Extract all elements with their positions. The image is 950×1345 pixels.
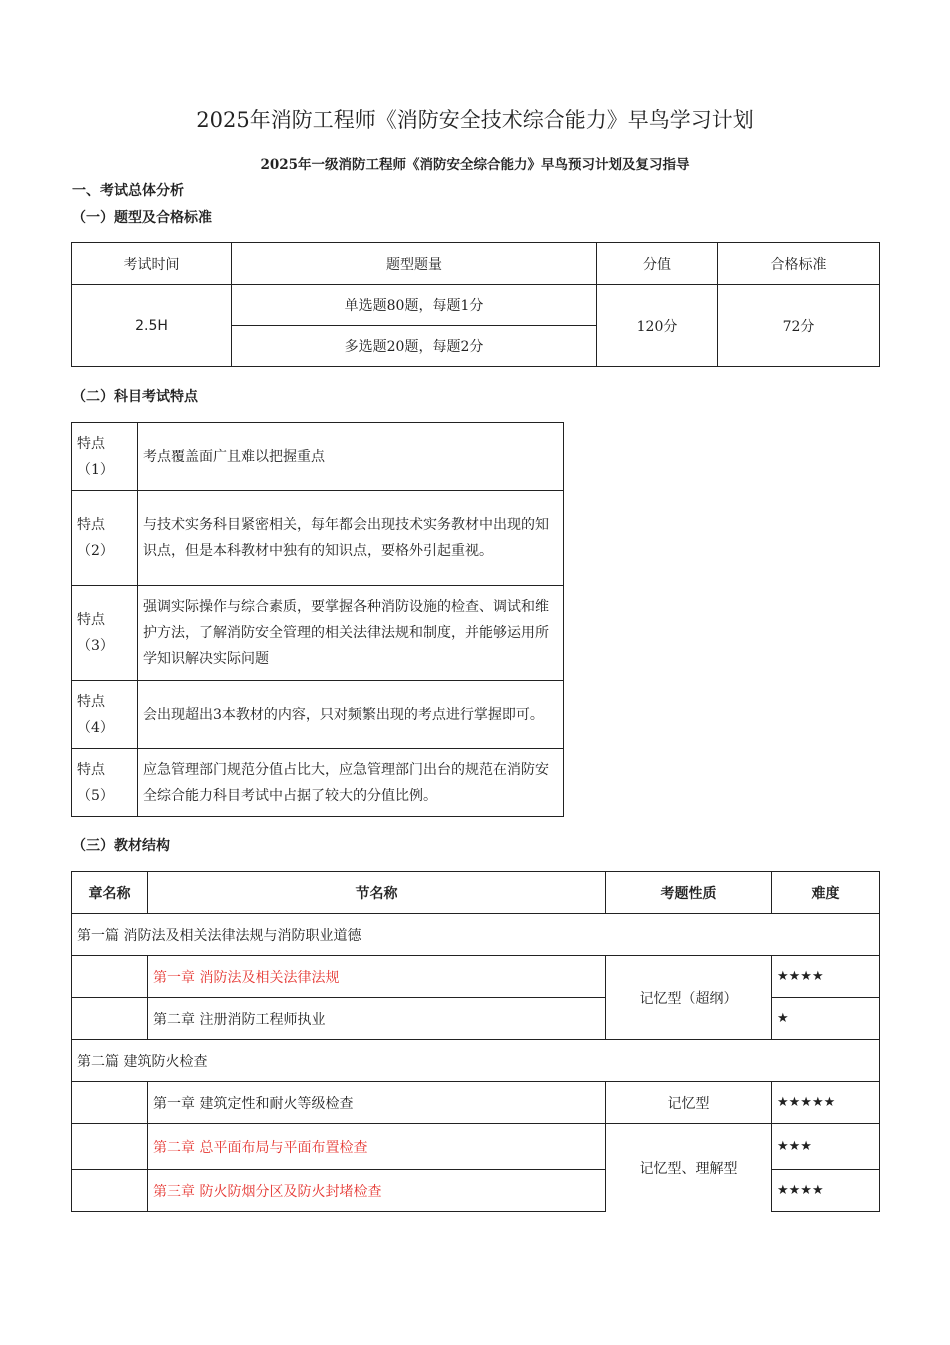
feature-text: 考点覆盖面广且难以把握重点 <box>138 423 564 491</box>
chapter-cell <box>72 1124 148 1170</box>
single-choice-type: 单选题80题，每题1分 <box>232 285 597 326</box>
section-heading-1: 一、考试总体分析 <box>72 183 184 199</box>
header-nature: 考题性质 <box>606 872 772 914</box>
header-question-types: 题型题量 <box>232 243 597 285</box>
chapter-cell <box>72 956 148 998</box>
header-section: 节名称 <box>148 872 606 914</box>
exam-time-value: 2.5H <box>72 285 232 367</box>
features-table <box>71 422 564 817</box>
page-title: 2025年消防工程师《消防安全技术综合能力》早鸟学习计划 <box>196 108 754 132</box>
section-name: 第二章 总平面布局与平面布置检查 <box>148 1124 606 1170</box>
feature-text: 会出现超出3本教材的内容，只对频繁出现的考点进行掌握即可。 <box>138 681 564 749</box>
feature-label: 特点（4） <box>72 681 138 749</box>
header-exam-time: 考试时间 <box>72 243 232 285</box>
exam-format-table <box>71 242 880 367</box>
difficulty-stars: ★★★★★ <box>772 1082 880 1124</box>
difficulty-stars: ★★★ <box>772 1124 880 1170</box>
score-value: 120分 <box>597 285 718 367</box>
chapter-cell <box>72 998 148 1040</box>
part-title: 第二篇 建筑防火检查 <box>72 1040 880 1082</box>
difficulty-stars: ★ <box>772 998 880 1040</box>
header-score: 分值 <box>597 243 718 285</box>
section-heading-1-1: （一）题型及合格标准 <box>72 210 212 226</box>
chapter-cell <box>72 1170 148 1212</box>
feature-text: 应急管理部门规范分值占比大，应急管理部门出台的规范在消防安全综合能力科目考试中占据了较大的分值比例。 <box>138 749 564 817</box>
feature-label: 特点（5） <box>72 749 138 817</box>
feature-text: 与技术实务科目紧密相关，每年都会出现技术实务教材中出现的知识点，但是本科教材中独有的知识点，要格外引起重视。 <box>138 491 564 586</box>
section-name: 第一章 消防法及相关法律法规 <box>148 956 606 998</box>
difficulty-stars: ★★★★ <box>772 956 880 998</box>
section-heading-1-2: （二）科目考试特点 <box>72 389 198 405</box>
header-chapter: 章名称 <box>72 872 148 914</box>
pass-value: 72分 <box>718 285 880 367</box>
header-pass-standard: 合格标准 <box>718 243 880 285</box>
section-name: 第三章 防火防烟分区及防火封堵检查 <box>148 1170 606 1212</box>
feature-label: 特点（2） <box>72 491 138 586</box>
chapter-cell <box>72 1082 148 1124</box>
question-nature: 记忆型 <box>606 1082 772 1124</box>
textbook-structure-table <box>71 871 880 1212</box>
section-heading-1-3: （三）教材结构 <box>72 838 170 854</box>
feature-label: 特点（3） <box>72 586 138 681</box>
section-name: 第一章 建筑定性和耐火等级检查 <box>148 1082 606 1124</box>
question-nature: 记忆型、理解型 <box>606 1124 772 1212</box>
difficulty-stars: ★★★★ <box>772 1170 880 1212</box>
question-nature: 记忆型（超纲） <box>606 956 772 1040</box>
section-name: 第二章 注册消防工程师执业 <box>148 998 606 1040</box>
part-title: 第一篇 消防法及相关法律法规与消防职业道德 <box>72 914 880 956</box>
feature-text: 强调实际操作与综合素质，要掌握各种消防设施的检查、调试和维护方法，了解消防安全管理的相关法律法规和制度，并能够运用所学知识解决实际问题 <box>138 586 564 681</box>
feature-label: 特点（1） <box>72 423 138 491</box>
page-subtitle: 2025年一级消防工程师《消防安全综合能力》早鸟预习计划及复习指导 <box>260 157 690 173</box>
header-difficulty: 难度 <box>772 872 880 914</box>
multi-choice-type: 多选题20题，每题2分 <box>232 326 597 367</box>
